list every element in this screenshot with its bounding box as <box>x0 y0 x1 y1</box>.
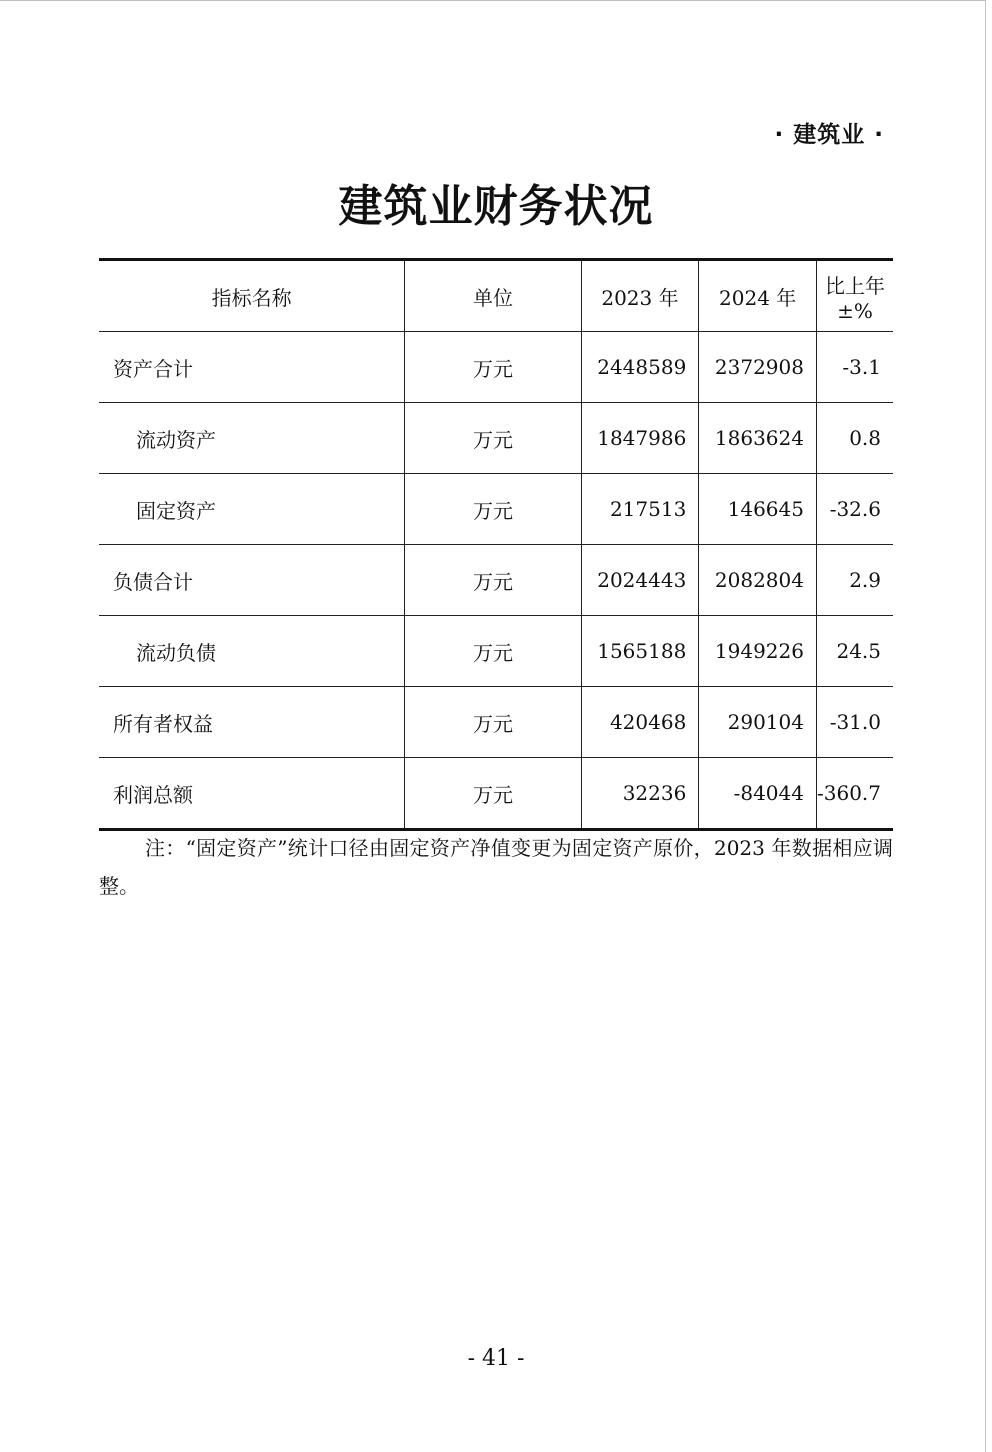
table-row <box>99 687 893 758</box>
table-row <box>99 332 893 403</box>
indicator-name-cell: 利润总额 <box>99 758 405 830</box>
column-header-unit: 单位 <box>405 260 581 332</box>
value-2024-cell: 146645 <box>699 474 817 545</box>
change-percent-cell: -31.0 <box>816 687 893 758</box>
page-number: - 41 - <box>467 1346 525 1371</box>
unit-cell: 万元 <box>405 616 581 687</box>
table-row <box>99 403 893 474</box>
value-2023-cell: 2448589 <box>581 332 699 403</box>
value-2023-cell: 420468 <box>581 687 699 758</box>
unit-cell: 万元 <box>405 332 581 403</box>
indicator-name-cell: 所有者权益 <box>99 687 405 758</box>
change-percent-cell: 24.5 <box>816 616 893 687</box>
unit-cell: 万元 <box>405 758 581 830</box>
value-2023-cell: 1847986 <box>581 403 699 474</box>
column-header-2024: 2024 年 <box>699 260 817 332</box>
value-2024-cell: 2082804 <box>699 545 817 616</box>
table-row <box>99 616 893 687</box>
section-tag: · 建筑业 · <box>774 122 884 148</box>
change-percent-cell: -360.7 <box>816 758 893 830</box>
change-percent-cell: 2.9 <box>816 545 893 616</box>
financial-table <box>99 258 893 831</box>
table-row <box>99 474 893 545</box>
unit-cell: 万元 <box>405 474 581 545</box>
value-2024-cell: 290104 <box>699 687 817 758</box>
value-2024-cell: 2372908 <box>699 332 817 403</box>
table-row <box>99 545 893 616</box>
unit-cell: 万元 <box>405 687 581 758</box>
indicator-name-cell: 资产合计 <box>99 332 405 403</box>
column-header-2023: 2023 年 <box>581 260 699 332</box>
value-2024-cell: 1863624 <box>699 403 817 474</box>
indicator-name-cell: 流动负债 <box>99 616 405 687</box>
change-percent-cell: 0.8 <box>816 403 893 474</box>
table-row <box>99 758 893 830</box>
value-2023-cell: 217513 <box>581 474 699 545</box>
value-2024-cell: 1949226 <box>699 616 817 687</box>
column-header-change: 比上年±% <box>816 260 893 332</box>
indicator-name-cell: 负债合计 <box>99 545 405 616</box>
indicator-name-cell: 流动资产 <box>99 403 405 474</box>
change-percent-cell: -3.1 <box>816 332 893 403</box>
table-header-row <box>99 260 893 332</box>
page-title: 建筑业财务状况 <box>338 181 654 232</box>
indicator-name-cell: 固定资产 <box>99 474 405 545</box>
value-2023-cell: 2024443 <box>581 545 699 616</box>
change-percent-cell: -32.6 <box>816 474 893 545</box>
column-header-indicator: 指标名称 <box>211 285 292 310</box>
page-top-border <box>0 0 986 1</box>
unit-cell: 万元 <box>405 545 581 616</box>
table-body <box>99 332 893 830</box>
value-2023-cell: 1565188 <box>581 616 699 687</box>
unit-cell: 万元 <box>405 403 581 474</box>
table-note: 注：“固定资产”统计口径由固定资产净值变更为固定资产原价，2023 年数据相应调整。 <box>99 836 893 898</box>
value-2024-cell: -84044 <box>699 758 817 830</box>
value-2023-cell: 32236 <box>581 758 699 830</box>
